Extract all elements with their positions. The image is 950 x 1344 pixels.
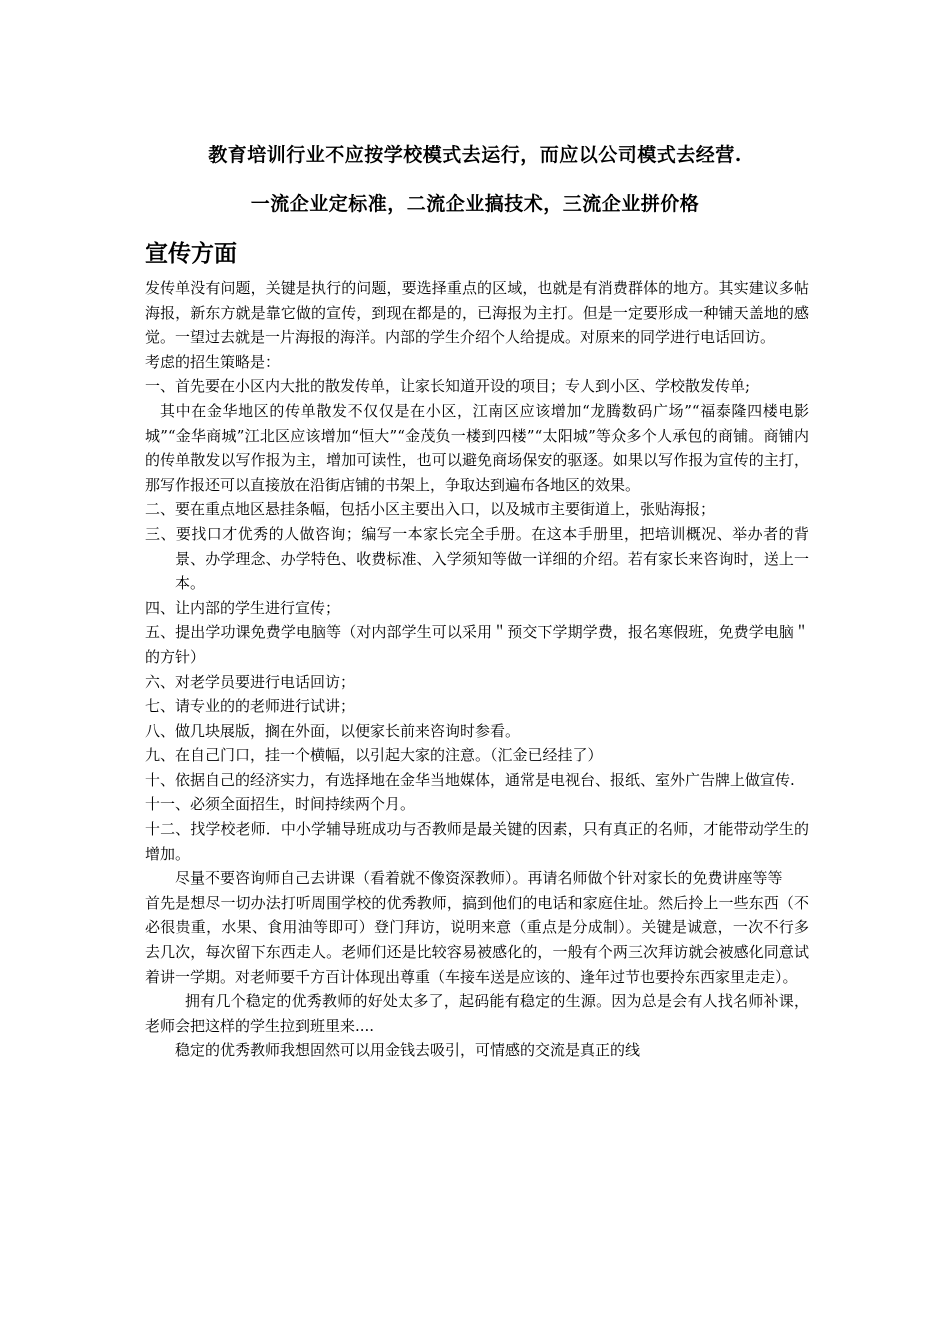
document-subtitle: 一流企业定标准，二流企业搞技术，三流企业拼价格 [250,193,700,215]
paragraph: 拥有几个稳定的优秀教师的好处太多了，起码能有稳定的生源。因为总是会有人找名师补课，老师会把这样的学生拉到班里来.... [145,992,809,1035]
list-item: 五、提出学功课免费学电脑等（对内部学生可以采用＂预交下学期学费，报名寒假班，免费学电脑＂的方针） [145,623,809,666]
list-item: 三、要找口才优秀的人做咨询；编写一本家长完全手册。在这本手册里，把培训概况、举办者的背景、办学理念、办学特色、收费标准、入学须知等做一详细的介绍。若有家长来咨询时，送上一本。 [145,524,809,593]
list-item: 六、对老学员要进行电话回访； [145,672,356,691]
document-title: 教育培训行业不应按学校模式去运行，而应以公司模式去经营. [208,144,742,166]
list-item: 十、依据自己的经济实力，有选择地在金华当地媒体，通常是电视台、报纸、室外广告牌上做宣传. [145,770,795,789]
paragraph: 首先是想尽一切办法打听周围学校的优秀教师，搞到他们的电话和家庭住址。然后拎上一些东西（不必很贵重，水果、食用油等即可）登门拜访，说明来意（重点是分成制）。关键是诚意，一次不行多去几次，每次留下东西走人。老师们还是比较容易被感化的，一般有个两三次拜访就会被感化同意试着讲一学期。对老师要千方百计体现出尊重（车接车送是应该的、逢年过节也要拎东西家里走走）。 [145,893,809,986]
paragraph: 尽量不要咨询师自己去讲课（看着就不像资深教师）。再请名师做个针对家长的免费讲座等等 [175,869,783,888]
list-item: 七、请专业的的老师进行试讲； [145,697,356,716]
paragraph: 其中在金华地区的传单散发不仅仅是在小区，江南区应该增加“龙腾数码广场”“福泰隆四楼电影城”“金华商城”江北区应该增加“恒大”“金茂负一楼到四楼”“太阳城”等众多个人承包的商铺。商铺内的传单散发以写作报为主，增加可读性，也可以避免商场保安的驱逐。如果以写作报为宣传的主打，那写作报还可以直接放在沿街店铺的书架上，争取达到遍布各地区的效果。 [145,401,809,494]
list-item: 十一、必须全面招生，时间持续两个月。 [145,795,416,814]
section-heading: 宣传方面 [145,241,237,267]
paragraph: 考虑的招生策略是： [145,352,281,371]
document-body [145,276,809,1063]
list-item: 二、要在重点地区悬挂条幅，包括小区主要出入口，以及城市主要街道上，张贴海报； [145,500,716,519]
list-item: 四、让内部的学生进行宣传； [145,598,341,617]
list-item: 八、做几块展版，搁在外面，以便家长前来咨询时参看。 [145,721,521,740]
paragraph: 发传单没有问题，关键是执行的问题，要选择重点的区域，也就是有消费群体的地方。其实建议多帖海报，新东方就是靠它做的宣传，到现在都是的，已海报为主打。但是一定要形成一种铺天盖地的感觉。一望过去就是一片海报的海洋。内部的学生介绍个人给提成。对原来的同学进行电话回访。 [145,279,809,347]
list-item: 十二、找学校老师．中小学辅导班成功与否教师是最关键的因素，只有真正的名师，才能带动学生的增加。 [145,820,809,863]
paragraph: 稳定的优秀教师我想固然可以用金钱去吸引，可情感的交流是真正的线 [175,1041,641,1060]
list-item: 九、在自己门口，挂一个横幅，以引起大家的注意。（汇金已经挂了） [145,746,603,765]
list-item: 一、首先要在小区内大批的散发传单，让家长知道开设的项目；专人到小区、学校散发传单; [145,377,751,396]
